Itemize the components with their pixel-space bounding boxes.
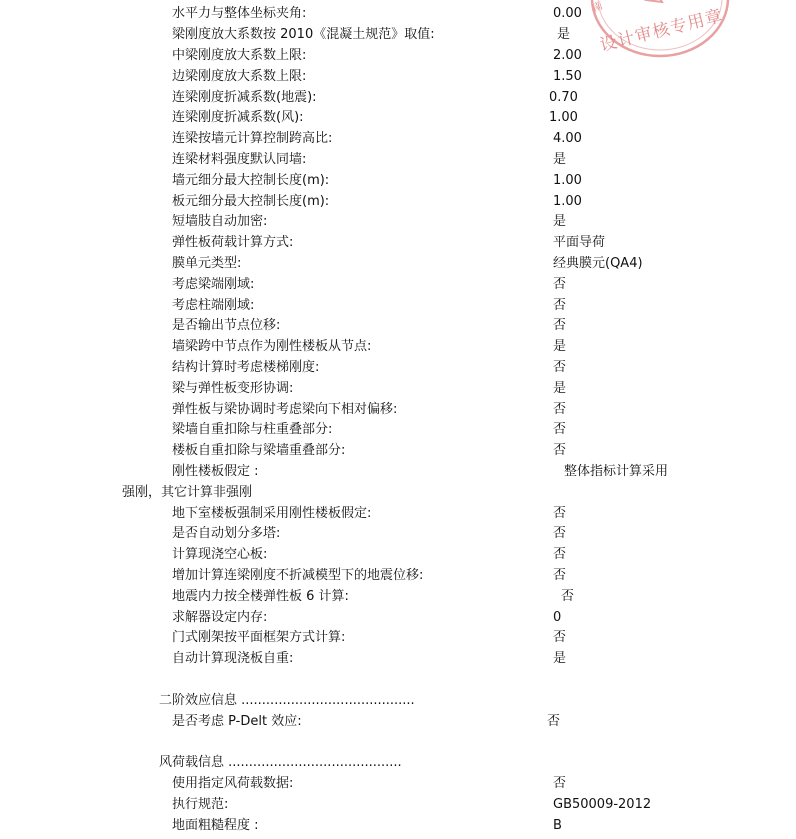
param-value: 是 <box>557 27 571 42</box>
param-label: 连梁刚度折减系数(风): <box>172 110 304 125</box>
param-value: 否 <box>553 360 567 375</box>
param-value: 0 <box>553 610 562 625</box>
param-row <box>0 795 796 815</box>
param-label: 是否自动划分多塔: <box>172 526 281 541</box>
param-row <box>0 379 796 399</box>
param-label: 使用指定风荷载数据: <box>172 776 294 791</box>
param-label: 考虑柱端刚域: <box>172 298 255 313</box>
param-label: 水平力与整体坐标夹角: <box>172 6 307 21</box>
param-value: 是 <box>553 651 567 666</box>
param-value: 平面导荷 <box>553 235 606 250</box>
param-value: 否 <box>553 506 567 521</box>
param-label: 墙梁跨中节点作为刚性楼板从节点: <box>172 339 372 354</box>
param-row <box>0 504 796 524</box>
param-value: 1.00 <box>549 110 578 125</box>
param-label: 地下室楼板强制采用刚性楼板假定: <box>172 506 372 521</box>
param-value: 是 <box>553 381 567 396</box>
section-heading-wind <box>0 753 796 773</box>
param-row <box>0 129 796 149</box>
stamp-text: 设计审核专用章 <box>598 5 726 56</box>
param-value: 是 <box>553 152 567 167</box>
param-row <box>0 628 796 648</box>
param-label: 计算现浇空心板: <box>172 547 268 562</box>
param-label: 求解器设定内存: <box>172 610 268 625</box>
param-row <box>0 296 796 316</box>
param-row <box>0 566 796 586</box>
section-title: 风荷载信息 .......................................... <box>159 755 402 770</box>
param-label: 地震内力按全楼弹性板 6 计算: <box>172 589 349 604</box>
param-label: 增加计算连梁刚度不折减模型下的地震位移: <box>172 568 424 583</box>
param-value: 否 <box>553 402 567 417</box>
section-title: 二阶效应信息 .......................................... <box>159 693 415 708</box>
param-row <box>0 46 796 66</box>
param-label: 结构计算时考虑楼梯刚度: <box>172 360 320 375</box>
param-value: 否 <box>553 422 567 437</box>
param-row <box>0 608 796 628</box>
param-value: 整体指标计算采用 <box>564 464 669 479</box>
param-label: 地面粗糙程度 : <box>172 818 259 833</box>
param-value: 否 <box>561 589 575 604</box>
param-label: 弹性板与梁协调时考虑梁向下相对偏移: <box>172 402 398 417</box>
param-label: 梁刚度放大系数按 2010《混凝土规范》取值: <box>172 27 435 42</box>
section-heading-second-order <box>0 691 796 711</box>
param-row <box>0 337 796 357</box>
param-row <box>0 150 796 170</box>
param-label: 板元细分最大控制长度(m): <box>172 194 330 209</box>
param-value: 否 <box>553 776 567 791</box>
param-row <box>0 816 796 836</box>
param-label: 楼板自重扣除与梁墙重叠部分: <box>172 443 346 458</box>
param-label: 梁与弹性板变形协调: <box>172 381 294 396</box>
param-row <box>0 88 796 108</box>
param-value: 否 <box>553 526 567 541</box>
param-value: 否 <box>547 714 561 729</box>
param-row <box>0 316 796 336</box>
param-row <box>0 400 796 420</box>
param-value: 1.00 <box>553 194 582 209</box>
param-value: B <box>553 818 562 833</box>
param-label: 刚性楼板假定 : <box>172 464 259 479</box>
param-label: 弹性板荷载计算方式: <box>172 235 294 250</box>
param-label: 连梁按墙元计算控制跨高比: <box>172 131 333 146</box>
param-value: 是 <box>553 214 567 229</box>
rigid-floor-row <box>0 462 796 482</box>
param-label: 执行规范: <box>172 797 229 812</box>
param-row <box>0 4 796 24</box>
param-row <box>0 67 796 87</box>
param-row <box>0 108 796 128</box>
param-value: GB50009-2012 <box>553 797 652 812</box>
param-row <box>0 587 796 607</box>
param-row <box>0 212 796 232</box>
param-row <box>0 25 796 45</box>
param-row <box>0 774 796 794</box>
param-label: 门式刚架按平面框架方式计算: <box>172 630 346 645</box>
param-value: 否 <box>553 568 567 583</box>
param-value: 0.00 <box>553 6 582 21</box>
param-value-continuation: 强刚，其它计算非强刚 <box>122 485 253 500</box>
param-row <box>0 275 796 295</box>
param-label: 中梁刚度放大系数上限: <box>172 48 307 63</box>
param-value: 2.00 <box>553 48 582 63</box>
param-value: 否 <box>553 298 567 313</box>
param-value: 是 <box>553 339 567 354</box>
param-label: 连梁材料强度默认同墙: <box>172 152 307 167</box>
param-label: 是否输出节点位移: <box>172 318 281 333</box>
param-value: 否 <box>553 318 567 333</box>
param-label: 是否考虑 P-Delt 效应: <box>172 714 302 729</box>
param-row <box>0 524 796 544</box>
param-row <box>0 712 796 732</box>
param-value: 经典膜元(QA4) <box>553 256 643 271</box>
param-label: 膜单元类型: <box>172 256 242 271</box>
param-row <box>0 192 796 212</box>
stamp-fragment: 南 <box>591 0 605 15</box>
param-value: 4.00 <box>553 131 582 146</box>
param-value: 0.70 <box>549 90 578 105</box>
param-row <box>0 441 796 461</box>
param-row <box>0 358 796 378</box>
param-row <box>0 420 796 440</box>
param-row <box>0 545 796 565</box>
param-value: 否 <box>553 443 567 458</box>
param-row <box>0 254 796 274</box>
param-label: 考虑梁端刚域: <box>172 277 255 292</box>
param-row <box>0 649 796 669</box>
param-row <box>0 171 796 191</box>
param-value: 否 <box>553 277 567 292</box>
param-value: 否 <box>553 630 567 645</box>
param-label: 梁墙自重扣除与柱重叠部分: <box>172 422 333 437</box>
param-label: 墙元细分最大控制长度(m): <box>172 173 330 188</box>
param-label: 短墙肢自动加密: <box>172 214 268 229</box>
param-row <box>0 233 796 253</box>
param-label: 边梁刚度放大系数上限: <box>172 69 307 84</box>
rigid-floor-continuation <box>0 483 796 503</box>
param-label: 自动计算现浇板自重: <box>172 651 294 666</box>
param-value: 否 <box>553 547 567 562</box>
param-label: 连梁刚度折减系数(地震): <box>172 90 317 105</box>
param-value: 1.00 <box>553 173 582 188</box>
param-value: 1.50 <box>553 69 582 84</box>
